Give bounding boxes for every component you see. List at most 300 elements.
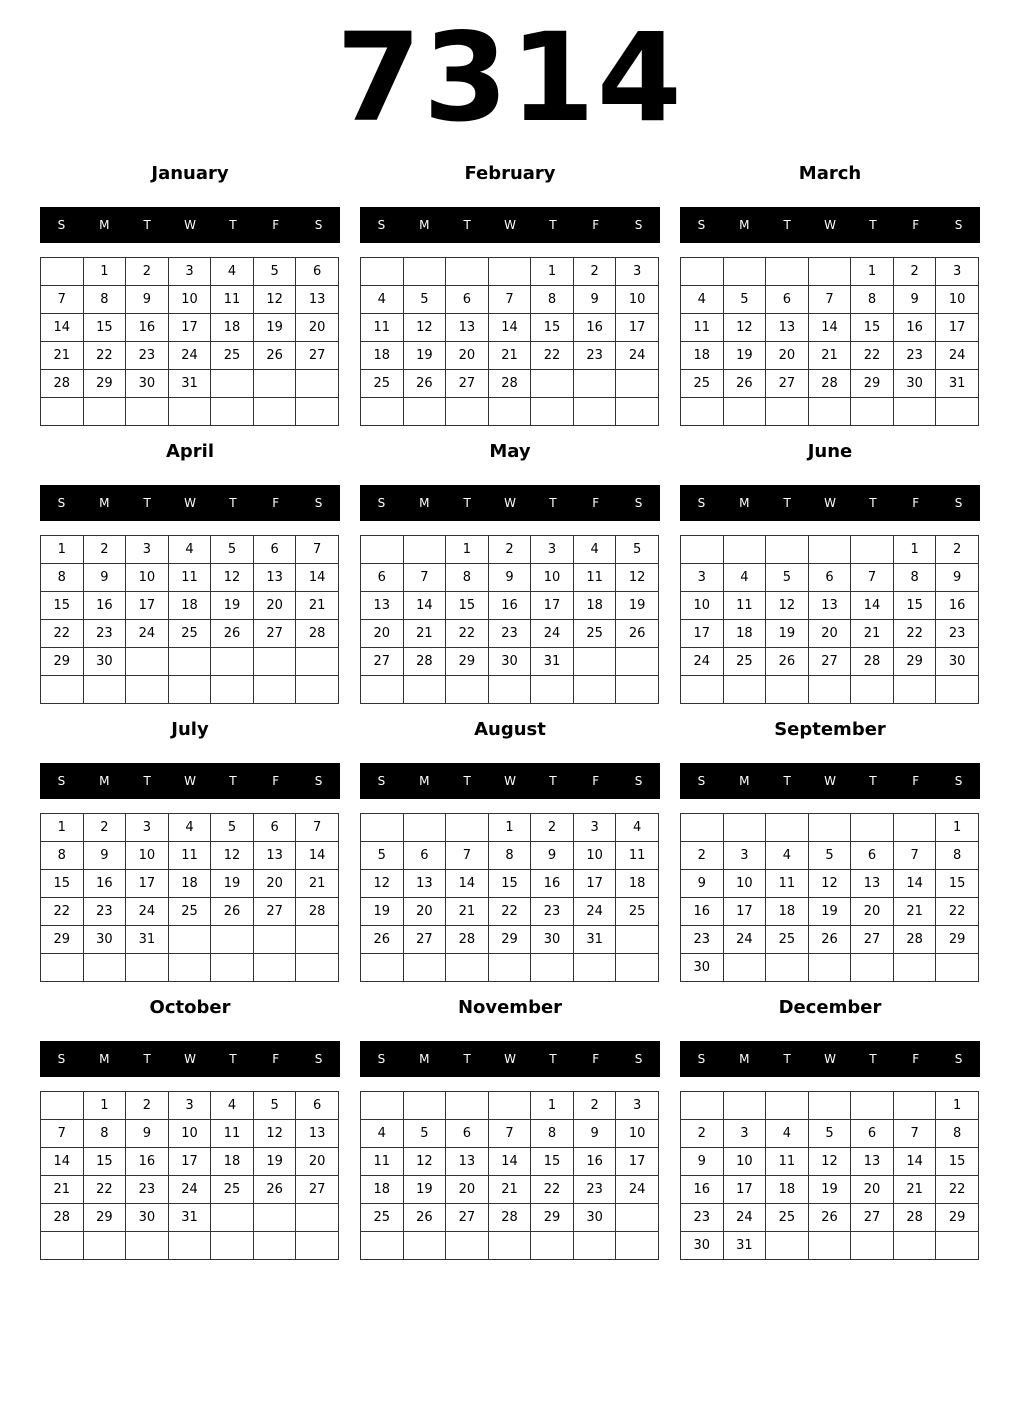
day-cell: 30 <box>126 370 169 398</box>
day-cell: 17 <box>126 592 169 620</box>
day-cell: 9 <box>681 870 724 898</box>
day-cell: 6 <box>296 258 339 286</box>
day-cell: 4 <box>723 564 766 592</box>
day-cell: 3 <box>616 1092 659 1120</box>
day-cell: 29 <box>488 926 531 954</box>
day-cell: 27 <box>296 1176 339 1204</box>
day-cell: 24 <box>681 648 724 676</box>
day-cell: 19 <box>211 592 254 620</box>
day-grid <box>680 813 979 982</box>
month-name: April <box>165 441 215 462</box>
weekday-header <box>40 763 340 799</box>
day-cell: 3 <box>126 536 169 564</box>
day-cell: 6 <box>361 564 404 592</box>
day-cell: 12 <box>808 1148 851 1176</box>
empty-day-cell <box>851 398 894 426</box>
day-cell: 21 <box>41 1176 84 1204</box>
day-cell: 3 <box>126 814 169 842</box>
empty-day-cell <box>616 398 659 426</box>
day-cell: 23 <box>83 898 126 926</box>
day-cell: 9 <box>531 842 574 870</box>
day-cell: 10 <box>681 592 724 620</box>
empty-day-cell <box>296 370 339 398</box>
week-row <box>681 898 979 926</box>
empty-day-cell <box>808 954 851 982</box>
day-cell: 8 <box>488 842 531 870</box>
day-cell: 26 <box>766 648 809 676</box>
day-cell: 23 <box>126 1176 169 1204</box>
weekday-label: F <box>592 218 600 232</box>
day-cell: 31 <box>723 1232 766 1260</box>
weekday-label: T <box>549 1052 557 1066</box>
day-cell: 22 <box>936 1176 979 1204</box>
empty-day-cell <box>41 1232 84 1260</box>
weekday-label: S <box>634 774 643 788</box>
day-cell: 15 <box>531 1148 574 1176</box>
weekday-label: T <box>783 218 791 232</box>
week-row <box>681 314 979 342</box>
day-cell: 16 <box>936 592 979 620</box>
day-cell: 5 <box>253 258 296 286</box>
day-cell: 26 <box>361 926 404 954</box>
day-cell: 30 <box>83 926 126 954</box>
empty-day-cell <box>766 536 809 564</box>
day-cell: 3 <box>531 536 574 564</box>
day-cell: 24 <box>168 1176 211 1204</box>
week-row <box>361 926 659 954</box>
weekday-label: W <box>824 774 836 788</box>
empty-day-cell <box>488 258 531 286</box>
day-cell: 10 <box>616 1120 659 1148</box>
empty-day-cell <box>616 1232 659 1260</box>
day-cell: 1 <box>41 536 84 564</box>
day-cell: 29 <box>893 648 936 676</box>
day-cell: 13 <box>851 870 894 898</box>
day-cell: 20 <box>808 620 851 648</box>
weekday-header <box>360 485 660 521</box>
weekday-header <box>360 207 660 243</box>
day-cell: 21 <box>488 342 531 370</box>
weekday-label: W <box>184 496 196 510</box>
month-name: October <box>149 997 231 1018</box>
week-row <box>681 676 979 704</box>
day-cell: 8 <box>936 1120 979 1148</box>
week-row <box>681 536 979 564</box>
empty-day-cell <box>681 676 724 704</box>
weekday-label: T <box>869 774 877 788</box>
weekday-label: M <box>739 218 750 232</box>
empty-day-cell <box>446 814 489 842</box>
day-cell: 29 <box>531 1204 574 1232</box>
weekday-label: F <box>912 774 920 788</box>
day-cell: 30 <box>681 1232 724 1260</box>
empty-day-cell <box>616 954 659 982</box>
day-cell: 24 <box>126 898 169 926</box>
weekday-header <box>40 485 340 521</box>
day-cell: 6 <box>296 1092 339 1120</box>
day-cell: 31 <box>531 648 574 676</box>
day-cell: 10 <box>723 1148 766 1176</box>
day-cell: 23 <box>126 342 169 370</box>
day-cell: 8 <box>83 286 126 314</box>
day-cell: 25 <box>681 370 724 398</box>
day-cell: 31 <box>936 370 979 398</box>
empty-day-cell <box>616 926 659 954</box>
day-cell: 8 <box>851 286 894 314</box>
day-cell: 21 <box>403 620 446 648</box>
day-cell: 11 <box>681 314 724 342</box>
weekday-label: T <box>869 1052 877 1066</box>
day-cell: 15 <box>41 592 84 620</box>
empty-day-cell <box>573 954 616 982</box>
empty-day-cell <box>253 676 296 704</box>
day-cell: 7 <box>808 286 851 314</box>
weekday-label: S <box>697 1052 706 1066</box>
day-cell: 16 <box>488 592 531 620</box>
day-cell: 24 <box>616 342 659 370</box>
weekday-label: M <box>419 774 430 788</box>
month-name: July <box>171 719 209 740</box>
empty-day-cell <box>681 1092 724 1120</box>
weekday-label: T <box>463 774 471 788</box>
week-row <box>41 1120 339 1148</box>
week-row <box>361 258 659 286</box>
year-title: 7314 <box>336 7 684 149</box>
day-cell: 17 <box>616 314 659 342</box>
weekday-label: S <box>697 218 706 232</box>
month-name: June <box>807 441 853 462</box>
weekday-label: S <box>954 1052 963 1066</box>
day-cell: 10 <box>168 1120 211 1148</box>
day-cell: 10 <box>126 842 169 870</box>
day-cell: 2 <box>681 1120 724 1148</box>
week-row <box>681 1120 979 1148</box>
day-cell: 25 <box>723 648 766 676</box>
weekday-label: S <box>314 496 323 510</box>
empty-day-cell <box>681 258 724 286</box>
weekday-label: S <box>314 774 323 788</box>
empty-day-cell <box>211 1204 254 1232</box>
empty-day-cell <box>211 676 254 704</box>
month-name: February <box>464 163 556 184</box>
day-cell: 2 <box>126 1092 169 1120</box>
day-cell: 20 <box>361 620 404 648</box>
empty-day-cell <box>41 954 84 982</box>
week-row <box>41 954 339 982</box>
day-cell: 16 <box>681 1176 724 1204</box>
empty-day-cell <box>403 258 446 286</box>
day-cell: 14 <box>488 1148 531 1176</box>
day-cell: 2 <box>573 258 616 286</box>
empty-day-cell <box>126 1232 169 1260</box>
empty-day-cell <box>126 954 169 982</box>
day-cell: 5 <box>808 1120 851 1148</box>
weekday-header <box>680 763 980 799</box>
empty-day-cell <box>168 954 211 982</box>
day-cell: 31 <box>126 926 169 954</box>
day-cell: 24 <box>723 926 766 954</box>
day-cell: 27 <box>808 648 851 676</box>
weekday-label: M <box>419 496 430 510</box>
day-cell: 9 <box>681 1148 724 1176</box>
day-cell: 14 <box>893 870 936 898</box>
weekday-header <box>40 1041 340 1077</box>
month-name: May <box>489 441 531 462</box>
day-cell: 30 <box>893 370 936 398</box>
day-cell: 7 <box>403 564 446 592</box>
day-grid <box>680 1091 979 1260</box>
day-cell: 12 <box>403 1148 446 1176</box>
empty-day-cell <box>531 1232 574 1260</box>
week-row <box>361 342 659 370</box>
day-cell: 19 <box>211 870 254 898</box>
day-cell: 28 <box>41 1204 84 1232</box>
weekday-header <box>680 207 980 243</box>
empty-day-cell <box>808 676 851 704</box>
day-cell: 24 <box>616 1176 659 1204</box>
day-cell: 1 <box>893 536 936 564</box>
weekday-label: W <box>824 496 836 510</box>
weekday-label: M <box>99 496 110 510</box>
week-row <box>41 1232 339 1260</box>
week-row <box>41 842 339 870</box>
day-cell: 26 <box>253 1176 296 1204</box>
day-cell: 4 <box>681 286 724 314</box>
week-row <box>41 536 339 564</box>
day-cell: 20 <box>253 592 296 620</box>
week-row <box>681 1176 979 1204</box>
day-cell: 20 <box>296 1148 339 1176</box>
day-cell: 12 <box>808 870 851 898</box>
week-row <box>681 564 979 592</box>
weekday-label: S <box>634 1052 643 1066</box>
day-cell: 11 <box>168 564 211 592</box>
day-cell: 16 <box>573 314 616 342</box>
empty-day-cell <box>616 1204 659 1232</box>
month-name: March <box>798 163 862 184</box>
empty-day-cell <box>296 676 339 704</box>
week-row <box>41 1176 339 1204</box>
weekday-label: S <box>954 774 963 788</box>
weekday-label: S <box>697 774 706 788</box>
day-cell: 9 <box>573 286 616 314</box>
day-cell: 16 <box>681 898 724 926</box>
empty-day-cell <box>211 370 254 398</box>
day-cell: 8 <box>936 842 979 870</box>
week-row <box>681 926 979 954</box>
month-name: November <box>457 997 563 1018</box>
day-cell: 18 <box>211 1148 254 1176</box>
empty-day-cell <box>361 676 404 704</box>
day-cell: 30 <box>531 926 574 954</box>
day-cell: 11 <box>766 1148 809 1176</box>
day-cell: 19 <box>723 342 766 370</box>
weekday-label: T <box>229 774 237 788</box>
empty-day-cell <box>936 1232 979 1260</box>
day-cell: 25 <box>616 898 659 926</box>
day-cell: 14 <box>893 1148 936 1176</box>
weekday-label: T <box>869 496 877 510</box>
week-row <box>361 1204 659 1232</box>
week-row <box>41 1092 339 1120</box>
day-cell: 11 <box>211 286 254 314</box>
week-row <box>361 286 659 314</box>
day-cell: 24 <box>531 620 574 648</box>
day-cell: 30 <box>126 1204 169 1232</box>
day-cell: 5 <box>766 564 809 592</box>
day-cell: 8 <box>446 564 489 592</box>
day-cell: 7 <box>851 564 894 592</box>
day-cell: 19 <box>766 620 809 648</box>
empty-day-cell <box>766 1092 809 1120</box>
weekday-header <box>680 485 980 521</box>
empty-day-cell <box>211 926 254 954</box>
empty-day-cell <box>446 398 489 426</box>
day-cell: 17 <box>531 592 574 620</box>
day-cell: 4 <box>211 1092 254 1120</box>
empty-day-cell <box>573 648 616 676</box>
day-cell: 29 <box>83 1204 126 1232</box>
weekday-label: T <box>463 496 471 510</box>
day-cell: 25 <box>361 1204 404 1232</box>
day-cell: 13 <box>446 1148 489 1176</box>
day-cell: 6 <box>446 286 489 314</box>
day-cell: 27 <box>253 898 296 926</box>
day-grid <box>360 813 659 982</box>
empty-day-cell <box>168 676 211 704</box>
weekday-label: T <box>783 774 791 788</box>
weekday-label: S <box>57 496 66 510</box>
day-cell: 12 <box>253 1120 296 1148</box>
day-cell: 6 <box>253 536 296 564</box>
empty-day-cell <box>361 398 404 426</box>
empty-day-cell <box>893 1232 936 1260</box>
weekday-header <box>680 1041 980 1077</box>
week-row <box>361 898 659 926</box>
day-cell: 5 <box>808 842 851 870</box>
week-row <box>681 1232 979 1260</box>
empty-day-cell <box>296 1232 339 1260</box>
empty-day-cell <box>361 536 404 564</box>
weekday-label: T <box>143 774 151 788</box>
day-cell: 12 <box>616 564 659 592</box>
day-cell: 5 <box>211 814 254 842</box>
week-row <box>41 870 339 898</box>
weekday-label: T <box>783 496 791 510</box>
day-cell: 21 <box>808 342 851 370</box>
day-cell: 23 <box>573 1176 616 1204</box>
day-cell: 14 <box>296 564 339 592</box>
day-cell: 27 <box>403 926 446 954</box>
weekday-label: M <box>419 1052 430 1066</box>
day-cell: 4 <box>211 258 254 286</box>
day-cell: 21 <box>488 1176 531 1204</box>
day-cell: 7 <box>488 286 531 314</box>
week-row <box>681 870 979 898</box>
week-row <box>681 954 979 982</box>
day-cell: 2 <box>488 536 531 564</box>
day-cell: 27 <box>851 1204 894 1232</box>
day-cell: 9 <box>126 1120 169 1148</box>
day-cell: 25 <box>211 342 254 370</box>
day-cell: 19 <box>403 1176 446 1204</box>
day-grid <box>360 535 659 704</box>
empty-day-cell <box>83 1232 126 1260</box>
day-cell: 7 <box>296 536 339 564</box>
weekday-label: S <box>57 218 66 232</box>
weekday-label: S <box>377 774 386 788</box>
weekday-header <box>360 763 660 799</box>
week-row <box>681 1092 979 1120</box>
empty-day-cell <box>766 676 809 704</box>
day-cell: 3 <box>616 258 659 286</box>
day-cell: 31 <box>168 1204 211 1232</box>
week-row <box>361 1232 659 1260</box>
empty-day-cell <box>573 398 616 426</box>
day-cell: 26 <box>616 620 659 648</box>
day-cell: 5 <box>253 1092 296 1120</box>
week-row <box>361 536 659 564</box>
weekday-label: F <box>592 496 600 510</box>
day-cell: 20 <box>296 314 339 342</box>
day-cell: 26 <box>808 1204 851 1232</box>
weekday-header <box>40 207 340 243</box>
empty-day-cell <box>893 814 936 842</box>
empty-day-cell <box>446 954 489 982</box>
empty-day-cell <box>616 648 659 676</box>
day-cell: 1 <box>531 258 574 286</box>
day-cell: 2 <box>126 258 169 286</box>
empty-day-cell <box>253 648 296 676</box>
day-cell: 23 <box>531 898 574 926</box>
empty-day-cell <box>808 536 851 564</box>
week-row <box>681 286 979 314</box>
empty-day-cell <box>253 926 296 954</box>
day-cell: 17 <box>168 1148 211 1176</box>
day-cell: 18 <box>361 342 404 370</box>
empty-day-cell <box>893 1092 936 1120</box>
weekday-label: F <box>912 1052 920 1066</box>
empty-day-cell <box>168 398 211 426</box>
day-cell: 29 <box>41 648 84 676</box>
weekday-label: W <box>504 1052 516 1066</box>
day-cell: 26 <box>403 1204 446 1232</box>
day-cell: 17 <box>723 1176 766 1204</box>
day-cell: 17 <box>616 1148 659 1176</box>
day-cell: 21 <box>296 870 339 898</box>
empty-day-cell <box>808 398 851 426</box>
day-cell: 4 <box>168 536 211 564</box>
day-cell: 4 <box>361 286 404 314</box>
day-cell: 23 <box>488 620 531 648</box>
weekday-label: M <box>419 218 430 232</box>
day-cell: 24 <box>573 898 616 926</box>
weekday-label: S <box>377 496 386 510</box>
day-cell: 8 <box>41 842 84 870</box>
empty-day-cell <box>808 814 851 842</box>
empty-day-cell <box>446 1232 489 1260</box>
day-cell: 23 <box>83 620 126 648</box>
empty-day-cell <box>488 398 531 426</box>
week-row <box>41 898 339 926</box>
weekday-header <box>360 1041 660 1077</box>
day-cell: 1 <box>936 814 979 842</box>
week-row <box>681 258 979 286</box>
day-cell: 3 <box>723 1120 766 1148</box>
day-cell: 27 <box>361 648 404 676</box>
day-cell: 16 <box>893 314 936 342</box>
day-cell: 6 <box>403 842 446 870</box>
